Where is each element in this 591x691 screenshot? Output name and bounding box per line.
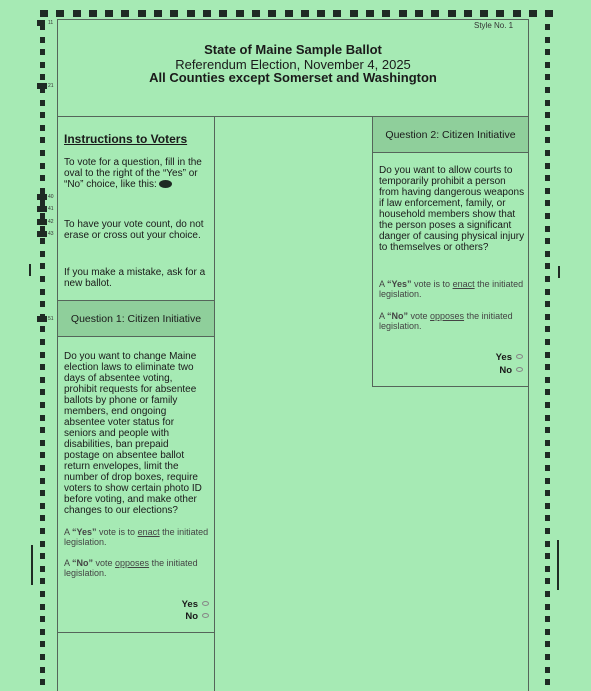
timing-mark xyxy=(545,389,550,395)
timing-mark xyxy=(545,163,550,169)
timing-mark xyxy=(40,326,45,332)
timing-mark xyxy=(40,667,45,673)
timing-mark xyxy=(37,20,45,26)
ballot-title: State of Maine Sample Ballot xyxy=(204,42,382,57)
timing-mark xyxy=(545,402,550,408)
timing-mark xyxy=(252,10,260,17)
timing-mark xyxy=(105,10,113,17)
timing-mark xyxy=(480,10,488,17)
timing-mark xyxy=(545,515,550,521)
timing-mark xyxy=(40,125,45,131)
timing-mark xyxy=(545,125,550,131)
timing-mark xyxy=(40,541,45,547)
timing-mark xyxy=(545,49,550,55)
timing-mark xyxy=(40,604,45,610)
timing-mark xyxy=(545,415,550,421)
timing-mark xyxy=(545,452,550,458)
timing-mark xyxy=(558,266,560,278)
timing-mark xyxy=(333,10,341,17)
timing-mark xyxy=(545,566,550,572)
timing-mark xyxy=(557,540,559,590)
timing-mark xyxy=(40,654,45,660)
timing-mark xyxy=(56,10,64,17)
timing-mark xyxy=(40,641,45,647)
timing-mark xyxy=(268,10,276,17)
timing-mark xyxy=(40,263,45,269)
timing-mark xyxy=(40,629,45,635)
timing-mark xyxy=(40,679,45,685)
timing-mark xyxy=(40,566,45,572)
ballot-counties: All Counties except Somerset and Washington xyxy=(149,70,437,85)
timing-mark xyxy=(545,62,550,68)
margin-code: 21 xyxy=(48,83,54,89)
timing-mark xyxy=(545,10,553,17)
timing-mark xyxy=(545,352,550,358)
timing-mark xyxy=(40,377,45,383)
timing-mark xyxy=(37,316,47,322)
instructions-text: To vote for a question, fill in the oval to the right of the “Yes” or “No” choice, like this: xyxy=(64,157,202,190)
question1-heading: Question 1: Citizen Initiative xyxy=(58,301,214,337)
timing-mark xyxy=(37,231,47,237)
question1-yes-note: A “Yes” vote is to enact the initiated legislation. xyxy=(64,527,209,547)
question1-text: Do you want to change Maine election laws to eliminate two days of absentee voting, prohibit requests for absentee ballots by phone or family members, end ongoing absentee voter status for seniors and people with disabilities, ban prepaid postage on absentee ballot return envelopes, limit the number of drop boxes, require voters to show certain photo ID before voting, and make other changes to our elections? xyxy=(64,351,202,516)
timing-mark xyxy=(545,440,550,446)
timing-mark xyxy=(366,10,374,17)
timing-mark xyxy=(40,364,45,370)
timing-mark xyxy=(40,100,45,106)
timing-mark xyxy=(73,10,81,17)
timing-mark xyxy=(40,49,45,55)
timing-mark xyxy=(40,415,45,421)
timing-mark xyxy=(40,616,45,622)
timing-mark xyxy=(40,251,45,257)
timing-mark xyxy=(545,339,550,345)
timing-mark xyxy=(545,641,550,647)
timing-mark xyxy=(37,194,47,200)
timing-mark xyxy=(545,188,550,194)
timing-mark xyxy=(40,465,45,471)
timing-mark xyxy=(545,226,550,232)
timing-mark xyxy=(545,175,550,181)
timing-mark xyxy=(545,314,550,320)
instructions-erase: To have your vote count, do not erase or cross out your choice. xyxy=(64,219,204,241)
style-number: Style No. 1 xyxy=(474,21,514,30)
timing-mark xyxy=(545,490,550,496)
timing-mark xyxy=(545,604,550,610)
question1-no-label: No xyxy=(185,611,198,622)
timing-mark xyxy=(545,112,550,118)
timing-mark xyxy=(40,452,45,458)
timing-mark xyxy=(40,515,45,521)
timing-mark xyxy=(138,10,146,17)
timing-mark xyxy=(545,578,550,584)
question2-no-oval[interactable] xyxy=(516,367,523,372)
timing-mark xyxy=(545,37,550,43)
timing-mark xyxy=(545,364,550,370)
timing-mark xyxy=(399,10,407,17)
question1-yes-label: Yes xyxy=(181,599,198,610)
timing-mark xyxy=(29,264,31,276)
timing-mark xyxy=(545,616,550,622)
timing-mark xyxy=(40,440,45,446)
timing-mark xyxy=(285,10,293,17)
timing-mark xyxy=(40,578,45,584)
timing-mark xyxy=(40,402,45,408)
timing-mark xyxy=(40,389,45,395)
timing-mark xyxy=(415,10,423,17)
timing-mark xyxy=(40,150,45,156)
timing-mark xyxy=(545,478,550,484)
timing-mark xyxy=(382,10,390,17)
timing-mark xyxy=(545,238,550,244)
timing-mark xyxy=(40,37,45,43)
timing-mark xyxy=(37,219,47,225)
margin-code: 40 xyxy=(48,194,54,200)
timing-mark xyxy=(40,276,45,282)
timing-mark xyxy=(545,100,550,106)
timing-mark xyxy=(40,62,45,68)
timing-mark xyxy=(40,74,45,80)
timing-mark xyxy=(40,163,45,169)
timing-mark xyxy=(545,503,550,509)
instructions-heading: Instructions to Voters xyxy=(64,132,188,146)
timing-mark xyxy=(40,301,45,307)
question2-heading: Question 2: Citizen Initiative xyxy=(373,117,528,153)
timing-mark xyxy=(40,478,45,484)
timing-mark xyxy=(317,10,325,17)
timing-mark xyxy=(464,10,472,17)
margin-code: 51 xyxy=(48,316,54,322)
timing-mark xyxy=(545,541,550,547)
filled-oval-icon xyxy=(159,180,172,188)
timing-mark xyxy=(40,503,45,509)
instructions-fill xyxy=(64,157,204,190)
timing-mark xyxy=(545,679,550,685)
timing-mark xyxy=(40,289,45,295)
question2-yes-oval[interactable] xyxy=(516,354,523,359)
margin-code: 41 xyxy=(48,206,54,212)
timing-mark xyxy=(545,591,550,597)
timing-mark xyxy=(40,238,45,244)
margin-code: 43 xyxy=(48,231,54,237)
timing-mark xyxy=(545,150,550,156)
timing-mark xyxy=(40,427,45,433)
timing-mark xyxy=(545,377,550,383)
timing-mark xyxy=(545,200,550,206)
timing-mark xyxy=(545,654,550,660)
timing-mark xyxy=(40,352,45,358)
question1-no-note: A “No” vote opposes the initiated legislation. xyxy=(64,558,198,578)
timing-mark xyxy=(496,10,504,17)
timing-mark xyxy=(40,175,45,181)
timing-mark xyxy=(89,10,97,17)
question2-yes-note: A “Yes” vote is to enact the initiated legislation. xyxy=(379,279,524,299)
timing-mark xyxy=(121,10,129,17)
timing-mark xyxy=(40,137,45,143)
question2-no-label: No xyxy=(499,365,512,376)
timing-mark xyxy=(545,24,550,30)
ballot-subtitle: Referendum Election, November 4, 2025 xyxy=(175,57,411,72)
margin-code: 11 xyxy=(48,20,54,26)
timing-mark xyxy=(31,545,33,585)
timing-mark xyxy=(40,553,45,559)
timing-mark xyxy=(40,591,45,597)
timing-mark xyxy=(187,10,195,17)
timing-mark xyxy=(545,74,550,80)
timing-mark xyxy=(545,465,550,471)
timing-mark xyxy=(545,629,550,635)
timing-mark xyxy=(545,326,550,332)
timing-mark xyxy=(545,667,550,673)
question2-yes-label: Yes xyxy=(495,352,512,363)
timing-mark xyxy=(545,289,550,295)
timing-mark xyxy=(545,427,550,433)
timing-mark xyxy=(431,10,439,17)
timing-mark xyxy=(513,10,521,17)
question2-text: Do you want to allow courts to temporarily prohibit a person from having dangerous weapons if law enforcement, family, or household members show that the person poses a significant danger of causing physical injury to themselves or others? xyxy=(379,165,525,253)
timing-mark xyxy=(219,10,227,17)
timing-mark xyxy=(40,528,45,534)
timing-mark xyxy=(40,339,45,345)
timing-mark xyxy=(545,553,550,559)
timing-mark xyxy=(545,87,550,93)
timing-mark xyxy=(545,301,550,307)
timing-mark xyxy=(37,206,47,212)
timing-mark xyxy=(154,10,162,17)
timing-mark xyxy=(203,10,211,17)
question1-yes-oval[interactable] xyxy=(202,601,209,606)
question1-no-oval[interactable] xyxy=(202,613,209,618)
timing-mark xyxy=(301,10,309,17)
timing-mark xyxy=(545,263,550,269)
timing-mark xyxy=(545,137,550,143)
timing-mark xyxy=(350,10,358,17)
timing-mark xyxy=(545,528,550,534)
timing-mark xyxy=(448,10,456,17)
instructions-mistake: If you make a mistake, ask for a new ballot. xyxy=(64,267,206,289)
timing-mark xyxy=(545,276,550,282)
timing-mark xyxy=(545,251,550,257)
question2-no-note: A “No” vote opposes the initiated legislation. xyxy=(379,311,513,331)
timing-mark xyxy=(37,83,47,89)
timing-mark xyxy=(40,112,45,118)
timing-mark xyxy=(529,10,537,17)
timing-mark xyxy=(236,10,244,17)
timing-mark xyxy=(40,490,45,496)
timing-mark xyxy=(170,10,178,17)
timing-mark xyxy=(545,213,550,219)
margin-code: 42 xyxy=(48,219,54,225)
timing-mark xyxy=(40,10,48,17)
